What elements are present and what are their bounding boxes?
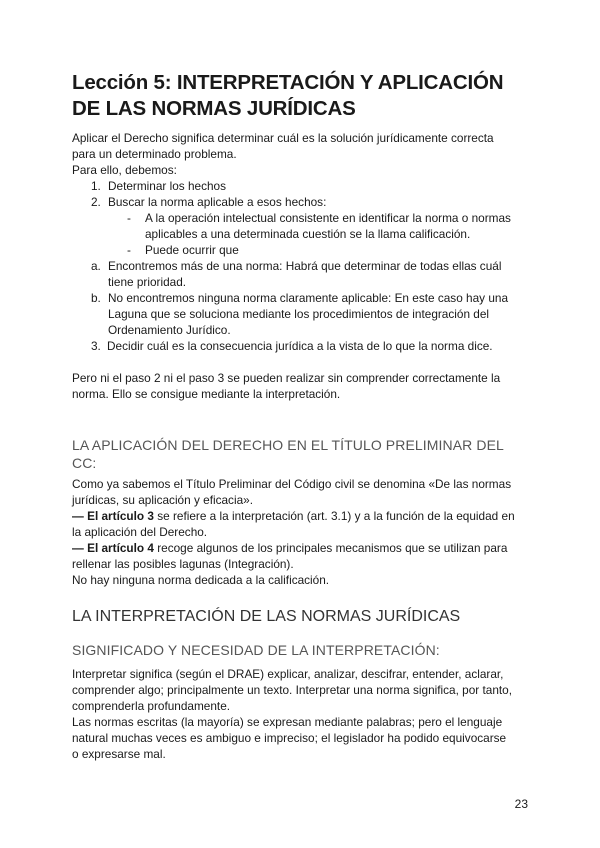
title-line: Lección 5: INTERPRETACIÓN Y APLICACIÓN (72, 71, 504, 94)
paragraph-line: Como ya sabemos el Título Preliminar del Código civil se denomina «De las normas (72, 477, 512, 491)
paragraph-line: Pero ni el paso 2 ni el paso 3 se pueden realizar sin comprender correctamente la (72, 371, 501, 385)
paragraph-line: Interpretar significa (según el DRAE) explicar, analizar, descifrar, entender, aclarar, (72, 667, 504, 681)
article-3-text: se refiere a la interpretación (art. 3.1) y a la función de la equidad en (153, 509, 515, 523)
step-text: Determinar los hechos (108, 179, 227, 193)
paragraph-line: rellenar las posibles lagunas (Integración). (72, 557, 294, 571)
step-text: Buscar la norma aplicable a esos hechos: (108, 195, 327, 209)
paragraph-line: o expresarse mal. (72, 747, 166, 761)
section-heading: LA INTERPRETACIÓN DE LAS NORMAS JURÍDICAS (72, 608, 461, 625)
lesson-title (72, 70, 542, 122)
paragraph-line: No hay ninguna norma dedicada a la calificación. (72, 573, 330, 587)
title-line: DE LAS NORMAS JURÍDICAS (72, 97, 356, 120)
section-heading: LA APLICACIÓN DEL DERECHO EN EL TÍTULO PRELIMINAR DEL (72, 437, 504, 453)
paragraph-line: comprenderla profundamente. (72, 699, 231, 713)
case-text: Ordenamiento Jurídico. (108, 323, 231, 337)
sub-item-text: A la operación intelectual consistente en identificar la norma o normas (145, 211, 511, 225)
article-4-label: — El artículo 4 (72, 541, 154, 555)
article-4-text: recoge algunos de los principales mecanismos que se utilizan para (153, 541, 508, 555)
dash-marker: - (127, 243, 131, 257)
step-number: 2. (91, 195, 101, 209)
sub-item-text: aplicables a una determinada cuestión se la llama calificación. (145, 227, 471, 241)
case-text: No encontremos ninguna norma claramente aplicable: En este caso hay una (108, 291, 509, 305)
step-number: 3. (91, 339, 101, 353)
letter-marker: b. (91, 291, 101, 305)
dash-marker: - (127, 211, 131, 225)
sub-item-text: Puede ocurrir que (145, 243, 239, 257)
paragraph-line: norma. Ello se consigue mediante la interpretación. (72, 387, 341, 401)
letter-marker: a. (91, 259, 101, 273)
case-text: tiene prioridad. (108, 275, 187, 289)
step-number: 1. (91, 179, 101, 193)
case-text: Encontremos más de una norma: Habrá que determinar de todas ellas cuál (108, 259, 502, 273)
paragraph-line: natural muchas veces es ambiguo e impreciso; el legislador ha podido equivocarse (72, 731, 507, 745)
paragraph-line: Las normas escritas (la mayoría) se expresan mediante palabras; pero el lenguaje (72, 715, 503, 729)
paragraph-line: comprender algo; principalmente un texto. Interpretar una norma significa, por tanto, (72, 683, 513, 697)
page-number: 23 (514, 797, 528, 811)
paragraph-line: la aplicación del Derecho. (72, 525, 208, 539)
case-text: Laguna que se soluciona mediante los procedimientos de integración del (108, 307, 490, 321)
step-text: Decidir cuál es la consecuencia jurídica a la vista de lo que la norma dice. (107, 339, 493, 353)
article-3-line (72, 508, 515, 524)
article-3-label: — El artículo 3 (72, 509, 154, 523)
intro-line: Aplicar el Derecho significa determinar cuál es la solución jurídicamente correcta (72, 131, 494, 145)
intro-line: para un determinado problema. (72, 147, 237, 161)
paragraph-line: jurídicas, su aplicación y eficacia». (72, 493, 253, 507)
intro-line: Para ello, debemos: (72, 163, 177, 177)
section-heading: CC: (72, 455, 97, 471)
subsection-heading: SIGNIFICADO Y NECESIDAD DE LA INTERPRETACIÓN: (72, 642, 440, 658)
article-4-line (72, 540, 507, 556)
